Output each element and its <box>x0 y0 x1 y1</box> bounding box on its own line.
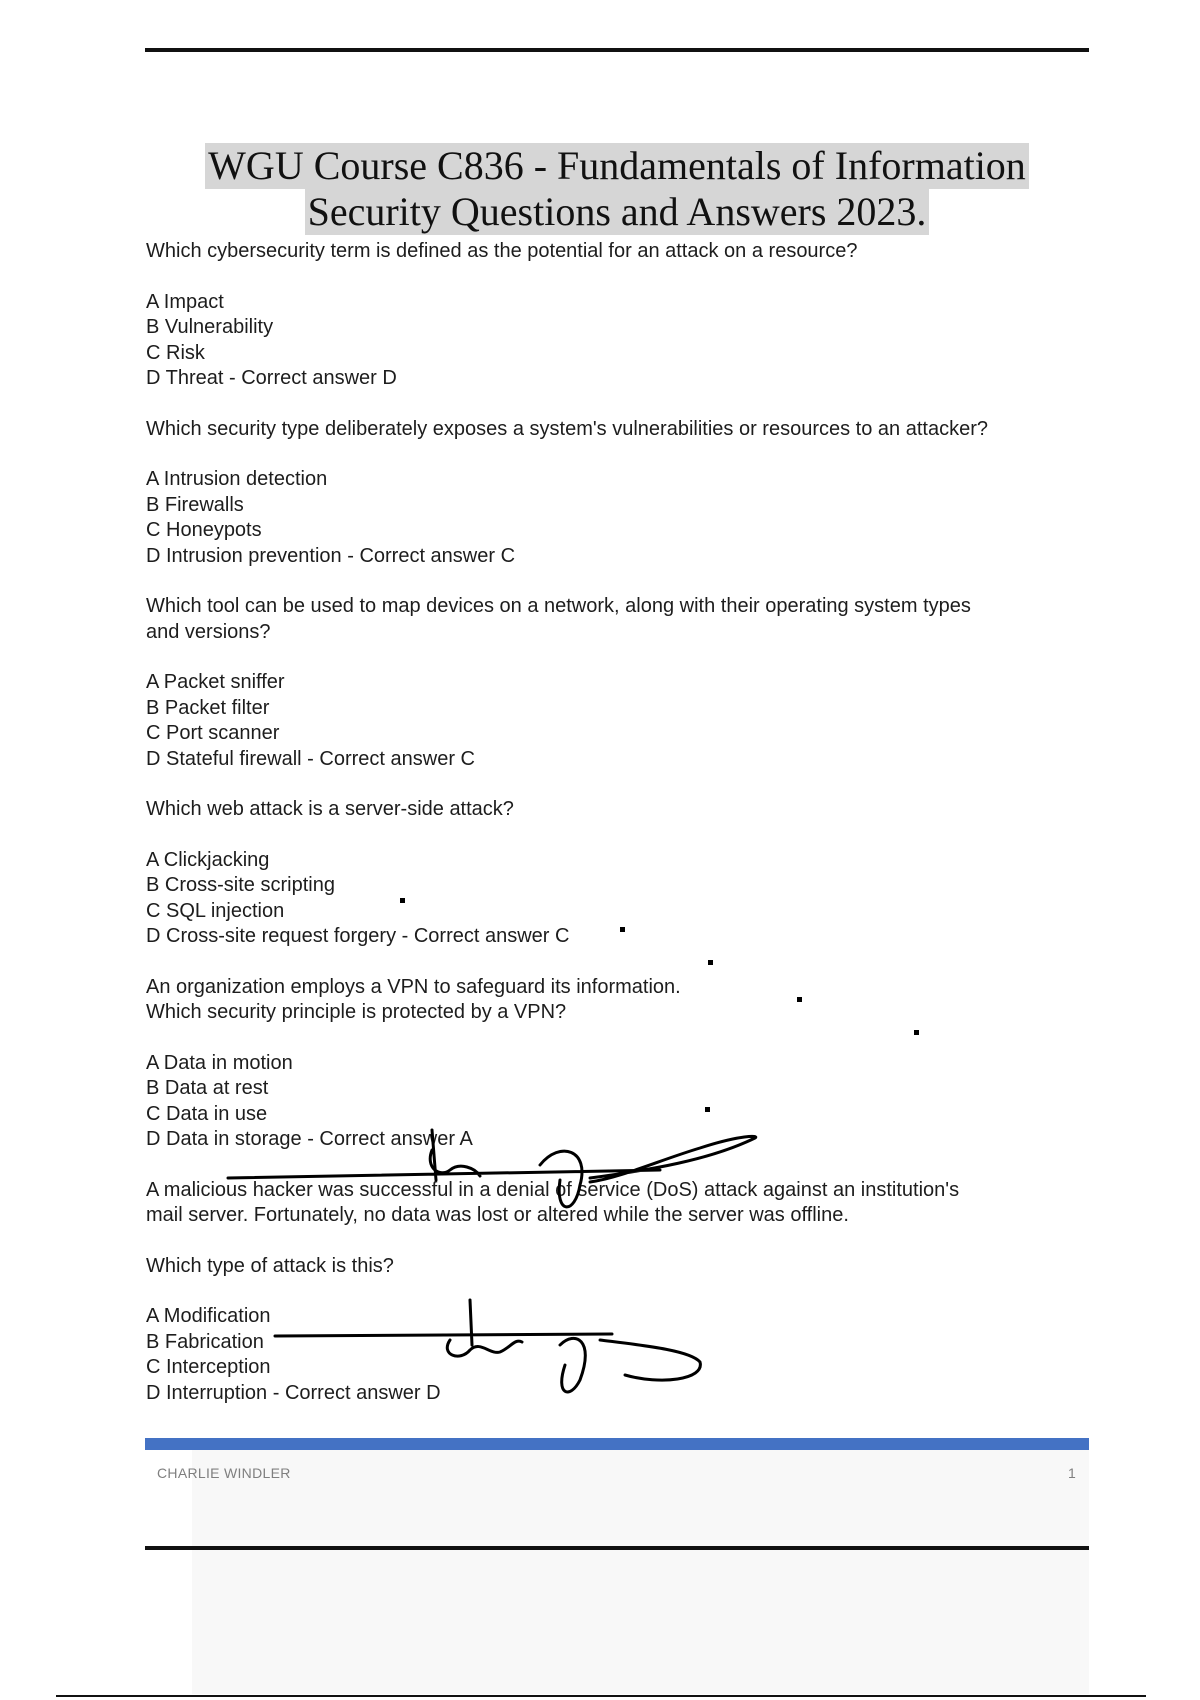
question-text: Which cybersecurity term is defined as the potential for an attack on a resource? <box>146 240 858 262</box>
question-text: A malicious hacker was successful in a denial of service (DoS) attack against an institution's <box>146 1178 960 1201</box>
question-text: Which security type deliberately exposes a system's vulnerabilities or resources to an attacker? <box>146 417 988 440</box>
answer-option: D Threat - Correct answer D <box>146 367 397 389</box>
answer-option: C Port scanner <box>146 722 280 744</box>
question-text: An organization employs a VPN to safeguard its information. <box>146 975 681 998</box>
answer-options <box>146 848 1096 950</box>
answer-options <box>146 1051 1096 1153</box>
answer-option: D Data in storage - Correct answer A <box>146 1128 473 1150</box>
answer-option: B Packet filter <box>146 696 270 719</box>
answer-option: B Cross-site scripting <box>146 874 335 896</box>
page-edge-rule <box>56 1695 1146 1697</box>
answer-option: D Stateful firewall - Correct answer C <box>146 747 475 770</box>
answer-option: C Risk <box>146 341 205 364</box>
answer-option: C Data in use <box>146 1102 268 1125</box>
title-line-2: Security Questions and Answers 2023. <box>305 189 930 235</box>
footer-author: CHARLIE WINDLER <box>157 1465 291 1481</box>
ink-dot <box>914 1030 919 1035</box>
answer-option: C SQL injection <box>146 899 285 922</box>
answer-option: C Honeypots <box>146 519 262 541</box>
answer-options <box>146 467 1096 569</box>
answer-option: D Cross-site request forgery - Correct answer C <box>146 925 570 947</box>
answer-options <box>146 1304 1096 1406</box>
question-block <box>146 594 1096 772</box>
document-title <box>145 143 1089 235</box>
answer-option: A Clickjacking <box>146 848 270 871</box>
answer-options <box>146 670 1096 772</box>
question-block <box>146 975 1096 1153</box>
ink-dot <box>400 898 405 903</box>
question-block <box>146 1178 1096 1407</box>
question-text: Which type of attack is this? <box>146 1254 394 1277</box>
question-text: and versions? <box>146 620 271 643</box>
answer-option: A Modification <box>146 1305 271 1327</box>
footer-page-number: 1 <box>1068 1465 1076 1481</box>
question-block <box>146 417 1096 570</box>
answer-option: A Data in motion <box>146 1051 293 1074</box>
answer-option: A Impact <box>146 290 224 313</box>
title-line-1: WGU Course C836 - Fundamentals of Information <box>205 143 1029 189</box>
ink-dot <box>705 1107 710 1112</box>
question-block <box>146 239 1096 392</box>
ink-dot <box>708 960 713 965</box>
answer-option: D Intrusion prevention - Correct answer C <box>146 544 516 567</box>
footer-accent-bar <box>145 1438 1089 1450</box>
footer-rule <box>145 1546 1089 1550</box>
question-text: Which security principle is protected by a VPN? <box>146 1001 567 1023</box>
ink-dot <box>797 997 802 1002</box>
question-list <box>146 239 1096 1431</box>
footer-background <box>192 1440 1089 1694</box>
answer-option: B Fabrication <box>146 1330 264 1353</box>
question-text: mail server. Fortunately, no data was lost or altered while the server was offline. <box>146 1204 849 1226</box>
question-text: Which web attack is a server-side attack? <box>146 798 514 820</box>
answer-option: A Packet sniffer <box>146 671 285 693</box>
answer-options <box>146 290 1096 392</box>
header-rule <box>145 48 1089 52</box>
answer-option: D Interruption - Correct answer D <box>146 1381 441 1404</box>
question-text: Which tool can be used to map devices on a network, along with their operating system types <box>146 595 971 617</box>
ink-dot <box>620 927 625 932</box>
answer-option: B Data at rest <box>146 1077 269 1099</box>
answer-option: C Interception <box>146 1356 271 1378</box>
answer-option: A Intrusion detection <box>146 468 328 490</box>
answer-option: B Firewalls <box>146 493 244 516</box>
answer-option: B Vulnerability <box>146 316 274 338</box>
